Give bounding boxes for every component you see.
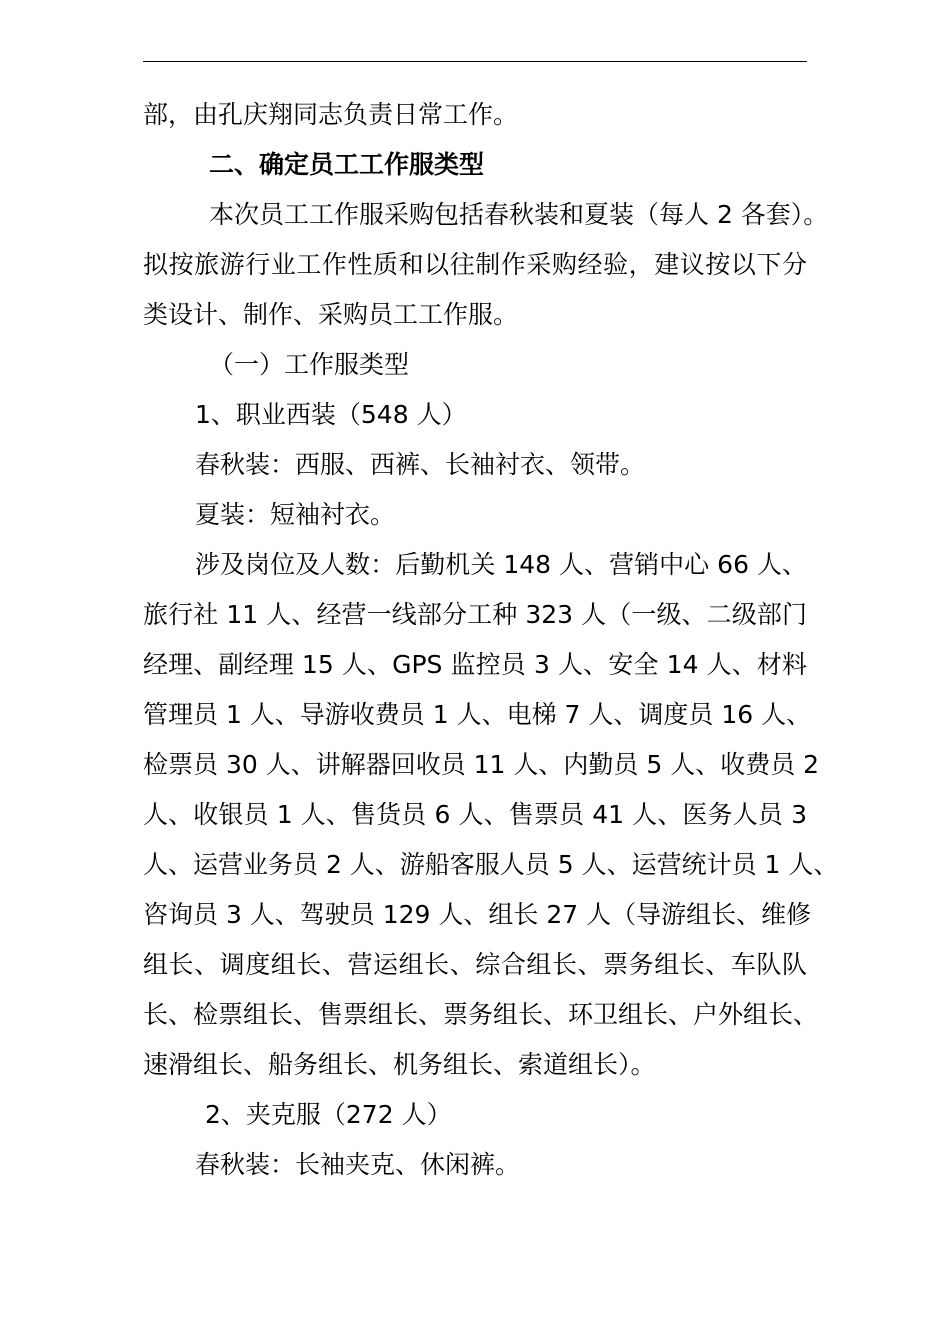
paragraph-line: 长、检票组长、售票组长、票务组长、环卫组长、户外组长、 [143,1000,819,1029]
paragraph-line: 速滑组长、船务组长、机务组长、索道组长）。 [143,1050,656,1079]
list-item-heading: 2、夹克服（272 人） [205,1100,452,1129]
paragraph-line: 经理、副经理 15 人、GPS 监控员 3 人、安全 14 人、材料 [143,650,807,679]
paragraph-line: 管理员 1 人、导游收费员 1 人、电梯 7 人、调度员 16 人、 [143,700,812,729]
paragraph-line: 夏装：短袖衬衣。 [195,500,396,529]
paragraph-line: 人、收银员 1 人、售货员 6 人、售票员 41 人、医务人员 3 [143,800,807,829]
header-rule [143,61,807,62]
paragraph-line: 本次员工工作服采购包括春秋装和夏装（每人 2 各套）。 [209,200,829,229]
paragraph-line: 部，由孔庆翔同志负责日常工作。 [143,100,519,129]
paragraph-line: 春秋装：长袖夹克、休闲裤。 [195,1150,521,1179]
paragraph-line: 拟按旅游行业工作性质和以往制作采购经验，建议按以下分 [143,250,807,279]
paragraph-line: 检票员 30 人、讲解器回收员 11 人、内勤员 5 人、收费员 2 [143,750,820,779]
paragraph-line: 人、运营业务员 2 人、游船客服人员 5 人、运营统计员 1 人、 [143,850,839,879]
paragraph-line: 组长、调度组长、营运组长、综合组长、票务组长、车队队 [143,950,807,979]
paragraph-line: 涉及岗位及人数：后勤机关 148 人、营销中心 66 人、 [195,550,807,579]
paragraph-line: 咨询员 3 人、驾驶员 129 人、组长 27 人（导游组长、维修 [143,900,812,929]
section-heading: 二、确定员工工作服类型 [209,150,485,179]
paragraph-line: 春秋装：西服、西裤、长袖衬衣、领带。 [195,450,646,479]
paragraph-line: 类设计、制作、采购员工工作服。 [143,300,519,329]
subsection-heading: （一）工作服类型 [209,350,410,379]
list-item-heading: 1、职业西装（548 人） [195,400,467,429]
document-body [143,90,839,1190]
paragraph-line: 旅行社 11 人、经营一线部分工种 323 人（一级、二级部门 [143,600,807,629]
